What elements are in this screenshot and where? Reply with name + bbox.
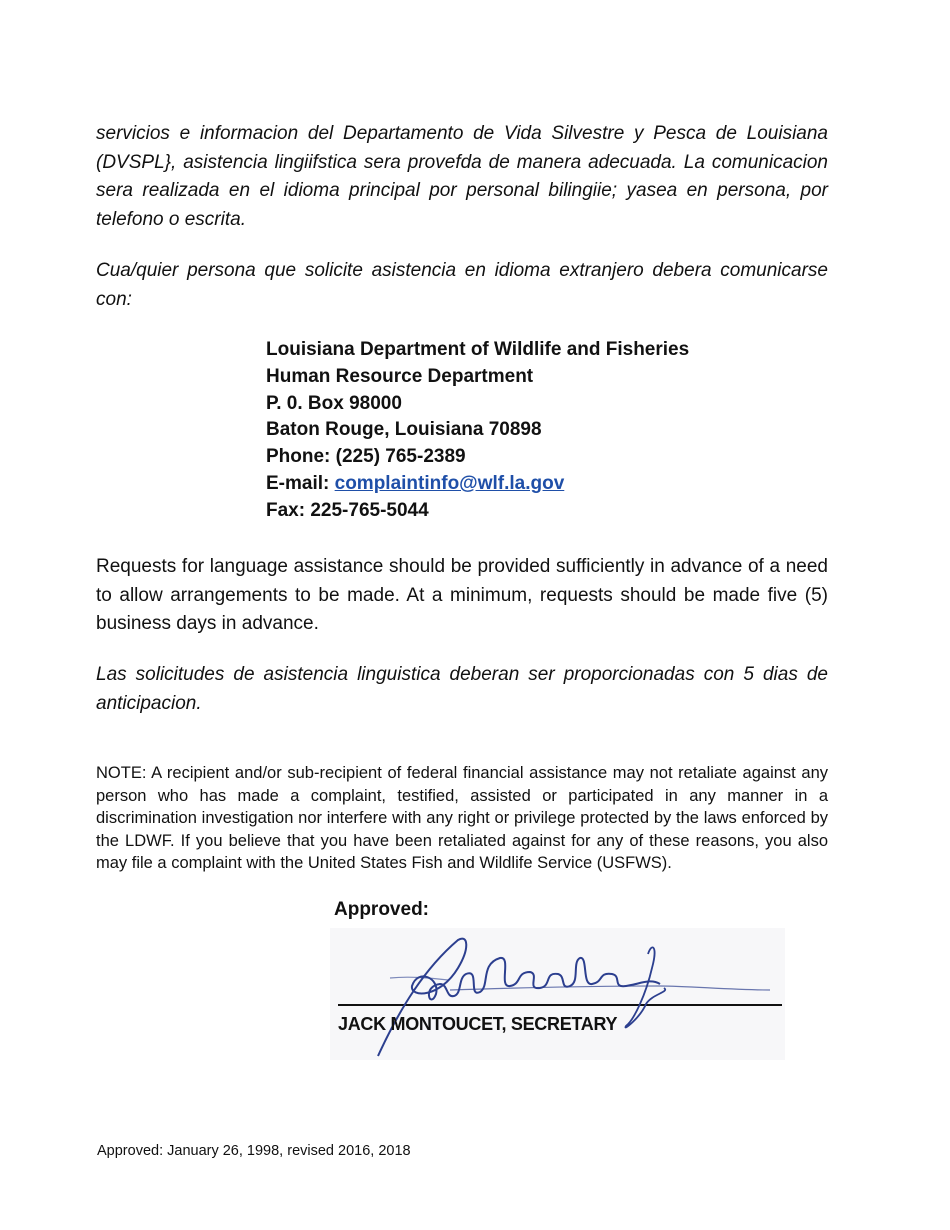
phone-number: Phone: (225) 765-2389 <box>266 446 466 468</box>
department-name: Human Resource Department <box>266 365 534 387</box>
organization-name: Louisiana Department of Wildlife and Fisheries <box>266 339 690 360</box>
approval-footer: Approved: January 26, 1998, revised 2016, 2018 <box>97 1143 411 1159</box>
signatory-name: JACK MONTOUCET, SECRETARY <box>338 1014 618 1034</box>
approved-label: Approved: <box>334 899 429 920</box>
fax-number: Fax: 225-765-5044 <box>266 499 429 521</box>
city-state-zip: Baton Rouge, Louisiana 70898 <box>266 419 542 441</box>
email-link[interactable]: complaintinfo@wlf.la.gov <box>334 472 565 494</box>
signature-block <box>330 928 785 1060</box>
handwritten-signature <box>330 928 785 1060</box>
spanish-services-paragraph: servicios e informacion del Departamento de Vida Silvestre y Pesca de Louisiana (DVSPL}, asistencia lingiifstica sera provefda de manera adecuada. La comunicacion sera realizada en el idioma principal por personal bilingiie; yasea en persona, por telefono o escrita. <box>96 123 828 230</box>
contact-address-block <box>266 337 689 525</box>
email-label: E-mail: <box>266 472 335 494</box>
requests-advance-paragraph: Requests for language assistance should be provided sufficiently in advance of a need to allow arrangements to be made. At a minimum, requests should be made five (5) business days in advance. <box>96 556 828 634</box>
po-box: P. 0. Box 98000 <box>266 392 402 414</box>
note-paragraph: NOTE: A recipient and/or sub-recipient of federal financial assistance may not retaliate against any person who has made a complaint, testified, assisted or participated in any manner in a discrimination investigation nor interfere with any right or privilege protected by the laws enforced by the LDWF. If you believe that you have been retaliated against for any of these reasons, you also may file a complaint with the United States Fish and Wildlife Service (USFWS). <box>96 764 828 873</box>
spanish-contact-paragraph: Cua/quier persona que solicite asistencia en idioma extranjero debera comunicarse con: <box>96 260 828 310</box>
spanish-requests-paragraph: Las solicitudes de asistencia linguistica deberan ser proporcionadas con 5 dias de anticipacion. <box>96 664 828 714</box>
email-line <box>266 471 689 498</box>
